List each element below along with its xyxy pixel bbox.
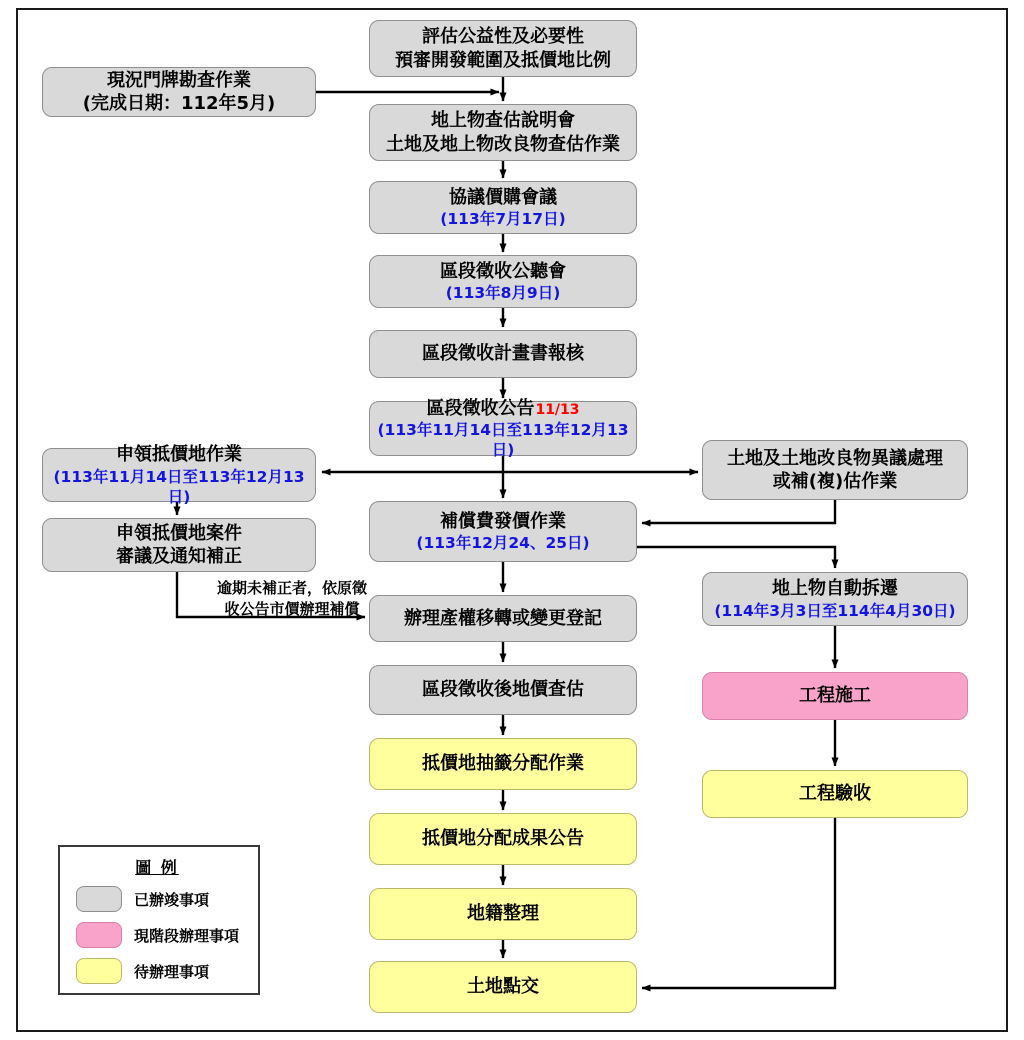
node-subtitle: (完成日期：112年5月) xyxy=(82,93,276,114)
node-subtitle: 審議及通知補正 xyxy=(116,546,242,567)
node-title: 現況門牌勘查作業 xyxy=(107,69,251,91)
node-land-application xyxy=(42,444,316,506)
node-land-lottery-allocation xyxy=(369,738,637,790)
legend-label: 已辦竣事項 xyxy=(134,890,210,909)
completed-swatch xyxy=(76,886,122,912)
node-title: 申領抵價地作業 xyxy=(116,444,242,466)
node-title: 工程驗收 xyxy=(799,783,871,805)
node-cadastral-reorganization xyxy=(369,888,637,940)
node-objection-handling xyxy=(702,440,968,500)
announcement-date-badge: 11/13 xyxy=(535,401,580,418)
node-date: (113年11月14日至113年12月13日) xyxy=(53,467,305,506)
node-title: 區段徵收公告11/13 xyxy=(426,397,580,419)
node-allocation-result-announcement xyxy=(369,813,637,865)
node-title: 地上物查估說明會 xyxy=(431,110,575,132)
node-ownership-transfer-registration xyxy=(369,595,637,642)
legend-label: 待辦理事項 xyxy=(134,962,210,981)
node-title: 區段徵收計畫書報核 xyxy=(422,343,584,365)
legend-item-pending xyxy=(76,958,258,984)
node-title: 區段徵收公聽會 xyxy=(440,260,566,282)
node-date: (113年7月17日) xyxy=(440,210,566,229)
legend-label: 現階段辦理事項 xyxy=(134,926,240,945)
node-date: (114年3月3日至114年4月30日) xyxy=(714,601,956,620)
node-expropriation-announcement xyxy=(369,397,637,460)
node-application-review xyxy=(42,518,316,572)
node-date: (113年11月14日至113年12月13日) xyxy=(377,421,629,460)
node-price-negotiation-meeting xyxy=(369,181,637,234)
node-title: 補償費發價作業 xyxy=(440,510,566,532)
legend-item-current xyxy=(76,922,258,948)
node-title: 區段徵收後地價查估 xyxy=(422,679,584,701)
node-date: (113年12月24、25日) xyxy=(416,534,590,553)
node-title: 協議價購會議 xyxy=(449,186,557,208)
overdue-correction-note xyxy=(182,578,402,620)
node-plan-submission xyxy=(369,330,637,378)
node-public-hearing xyxy=(369,255,637,308)
node-title: 申領抵價地案件 xyxy=(116,522,242,544)
node-subtitle: 或補(複)估作業 xyxy=(772,471,898,492)
node-structure-demolition xyxy=(702,572,968,626)
pending-swatch xyxy=(76,958,122,984)
node-survey-briefing xyxy=(369,104,637,161)
node-subtitle: 土地及地上物改良物查估作業 xyxy=(386,133,620,155)
node-title: 地上物自動拆遷 xyxy=(772,578,898,600)
node-assess-public-interest xyxy=(369,20,637,77)
node-subtitle: 預審開發範圍及抵價地比例 xyxy=(395,49,611,71)
node-compensation-payment xyxy=(369,501,637,562)
note-line-2: 收公告市價辦理補償 xyxy=(224,600,360,618)
node-title: 評估公益性及必要性 xyxy=(422,26,584,48)
legend-item-completed xyxy=(76,886,258,912)
node-construction-acceptance xyxy=(702,770,968,818)
current-swatch xyxy=(76,922,122,948)
node-title: 工程施工 xyxy=(799,685,871,707)
node-title: 抵價地分配成果公告 xyxy=(422,828,584,850)
node-post-expropriation-land-value xyxy=(369,665,637,715)
node-land-handover xyxy=(369,961,637,1013)
legend xyxy=(58,845,260,995)
note-line-1: 逾期未補正者，依原徵 xyxy=(216,579,367,597)
node-construction-work xyxy=(702,672,968,720)
node-title: 土地及土地改良物異議處理 xyxy=(727,447,943,469)
node-house-number-survey xyxy=(42,67,316,117)
node-date: (113年8月9日) xyxy=(445,284,561,303)
node-title: 土地點交 xyxy=(467,976,539,998)
legend-title: 圖 例 xyxy=(135,858,179,877)
node-title: 地籍整理 xyxy=(467,903,539,925)
node-title: 抵價地抽籤分配作業 xyxy=(422,753,584,775)
node-title: 辦理產權移轉或變更登記 xyxy=(404,607,602,629)
